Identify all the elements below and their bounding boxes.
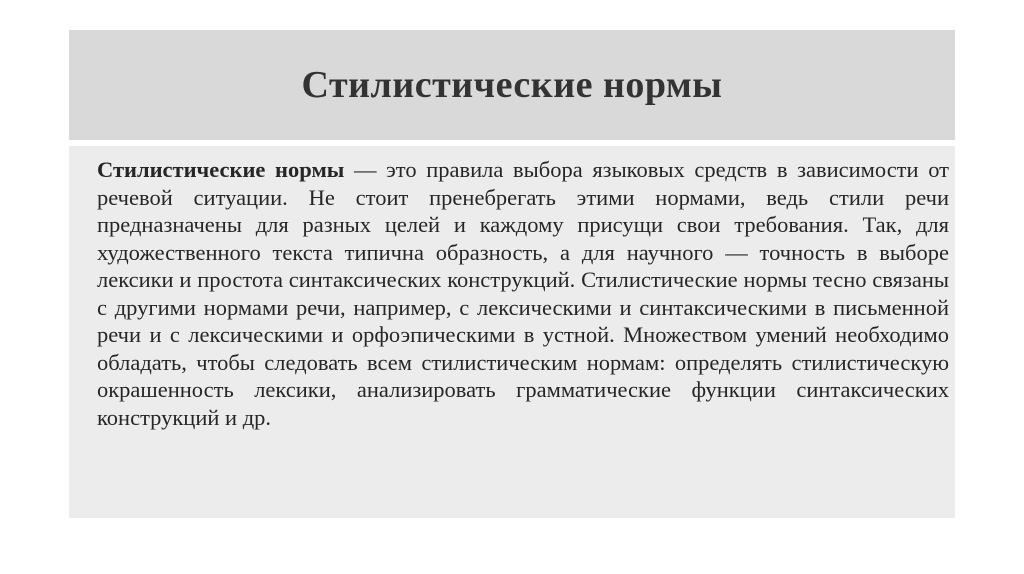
title-bar: [69, 30, 955, 140]
slide-title: Стилистические нормы: [301, 64, 723, 106]
body-paragraph: [97, 156, 949, 431]
body-lead-term: Стилистические нормы: [97, 157, 345, 182]
body-box: [69, 146, 955, 518]
body-text: — это правила выбора языковых средств в зависимости от речевой ситуации. Не стоит пренебрегать этими нормами, ведь стили речи предназначены для разных целей и каждому присущи свои требования. Так, для художественного текста типична образность, а для научного — точность в выборе лексики и простота синтаксических конструкций. Стилистические нормы тесно связаны с другими нормами речи, например, с лексическими и синтаксическими в письменной речи и с лексическими и орфоэпическими в устной. Множеством умений необходимо обладать, чтобы следовать всем стилистическим нормам: определять стилистическую окрашенность лексики, анализировать грамматические функции синтаксических конструкций и др.: [97, 157, 949, 430]
